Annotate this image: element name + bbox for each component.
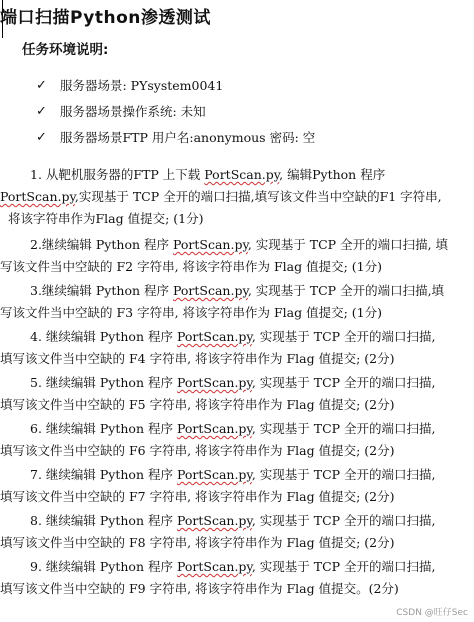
- task-item-6: [0, 418, 474, 464]
- filename-text: PortScan.py: [176, 513, 252, 528]
- task-line: 写该文件当中空缺的 F3 字符串, 将该字符串作为 Flag 值提交; (1分): [0, 305, 382, 320]
- task-item-8: [0, 510, 474, 556]
- task-line: [0, 326, 474, 348]
- env-item-os: [36, 98, 466, 124]
- section-heading: 任务环境说明:: [22, 42, 109, 58]
- task-text: 9. 继续编辑 Python 程序: [30, 559, 177, 574]
- task-line: [0, 510, 474, 532]
- task-line: [0, 372, 474, 394]
- filename-text: PortScan.py: [204, 167, 280, 182]
- task-text: 6. 继续编辑 Python 程序: [30, 421, 177, 436]
- checkmark-icon: ✓: [36, 103, 47, 119]
- task-line: [0, 280, 474, 302]
- task-text: , 实现基于 TCP 全开的端口扫描, 填: [247, 237, 449, 252]
- filename-text: PortScan.py: [176, 375, 252, 390]
- task-text: 7. 继续编辑 Python 程序: [30, 467, 177, 482]
- filename-text: PortScan.py: [176, 421, 252, 436]
- checkmark-icon: ✓: [36, 129, 47, 145]
- task-text: 4. 继续编辑 Python 程序: [30, 329, 177, 344]
- filename-text: PortScan.py: [176, 467, 252, 482]
- task-line: [0, 234, 474, 256]
- task-text: 5. 继续编辑 Python 程序: [30, 375, 177, 390]
- task-text: 1. 从靶机服务器的FTP 上下载: [30, 167, 205, 182]
- page-title: 端口扫描Python渗透测试: [0, 8, 211, 28]
- task-line: 填写该文件当中空缺的 F5 字符串, 将该字符串作为 Flag 值提交; (2分): [0, 397, 395, 412]
- task-line: 填写该文件当中空缺的 F4 字符串, 将该字符串作为 Flag 值提交; (2分): [0, 351, 395, 366]
- task-text: , 实现基于 TCP 全开的端口扫描,: [251, 467, 436, 482]
- task-text: , 实现基于 TCP 全开的端口扫描,: [251, 559, 436, 574]
- task-text: 2.继续编辑 Python 程序: [30, 237, 173, 252]
- task-line: 将该字符串作为Flag 值提交; (1分): [8, 211, 204, 226]
- filename-text: PortScan.py: [172, 237, 248, 252]
- task-line: [0, 418, 474, 440]
- env-item-text: 服务器场景操作系统: 未知: [60, 104, 206, 119]
- task-item-2: [0, 234, 474, 280]
- task-text: 3.继续编辑 Python 程序: [30, 283, 173, 298]
- task-line: 填写该文件当中空缺的 F9 字符串, 将该字符串作为 Flag 值提交。(2分): [0, 581, 399, 596]
- task-item-4: [0, 326, 474, 372]
- env-item-ftp-credentials: [36, 124, 466, 150]
- task-line: [0, 186, 474, 208]
- filename-text: PortScan.py: [176, 559, 252, 574]
- watermark: CSDN @旺仔Sec: [396, 608, 468, 618]
- task-line: [0, 464, 474, 486]
- task-line: 填写该文件当中空缺的 F8 字符串, 将该字符串作为 Flag 值提交; (2分): [0, 535, 395, 550]
- task-item-5: [0, 372, 474, 418]
- task-text: , 编辑Python 程序: [279, 167, 386, 182]
- env-item-text: 服务器场景: PYsystem0041: [60, 78, 224, 93]
- task-text: , 实现基于 TCP 全开的端口扫描,: [251, 329, 436, 344]
- task-line: [0, 556, 474, 578]
- task-text: , 实现基于 TCP 全开的端口扫描,填: [247, 283, 445, 298]
- task-item-7: [0, 464, 474, 510]
- task-line: 写该文件当中空缺的 F2 字符串, 将该字符串作为 Flag 值提交; (1分): [0, 259, 382, 274]
- task-text: ,实现基于 TCP 全开的端口扫描,填写该文件当中空缺的F1 字符串,: [74, 189, 442, 204]
- env-item-text: 服务器场景FTP 用户名:anonymous 密码: 空: [60, 130, 316, 145]
- environment-list: [36, 72, 466, 150]
- task-item-3: [0, 280, 474, 326]
- checkmark-icon: ✓: [36, 77, 47, 93]
- task-item-1: [0, 164, 474, 234]
- task-line: 填写该文件当中空缺的 F7 字符串, 将该字符串作为 Flag 值提交; (2分): [0, 489, 395, 504]
- task-text: , 实现基于 TCP 全开的端口扫描,: [251, 375, 436, 390]
- env-item-scenario: [36, 72, 466, 98]
- filename-text: PortScan.py: [172, 283, 248, 298]
- filename-text: PortScan.py: [176, 329, 252, 344]
- task-line: 填写该文件当中空缺的 F6 字符串, 将该字符串作为 Flag 值提交; (2分): [0, 443, 395, 458]
- filename-text: PortScan.py: [0, 189, 75, 204]
- task-list: [0, 164, 474, 602]
- task-text: 8. 继续编辑 Python 程序: [30, 513, 177, 528]
- task-item-9: [0, 556, 474, 602]
- task-line: [0, 164, 474, 186]
- task-text: , 实现基于 TCP 全开的端口扫描,: [251, 421, 436, 436]
- task-text: , 实现基于 TCP 全开的端口扫描,: [251, 513, 436, 528]
